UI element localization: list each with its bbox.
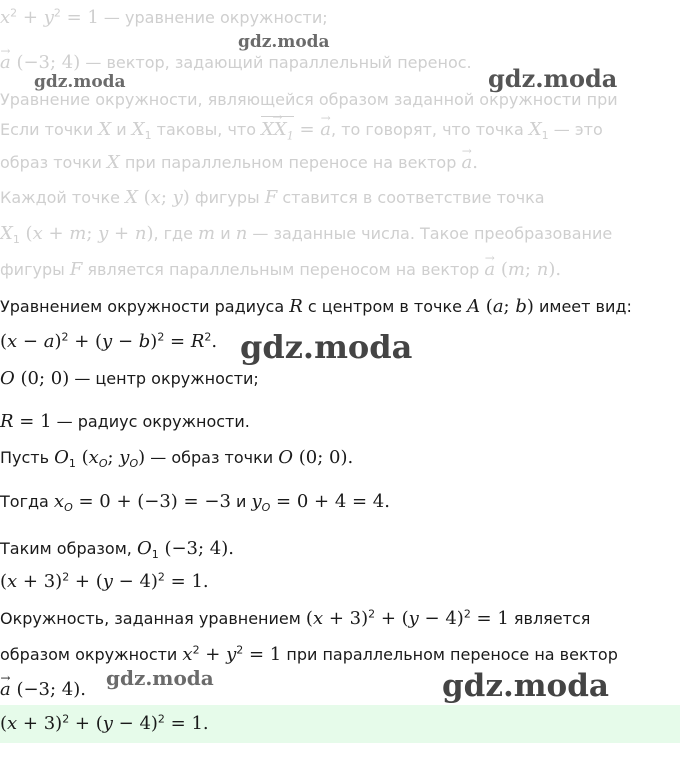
solution-line-6: Тогда $x_O = 0 + (-3) = -3$ и $y_O = 0 + 4 = 4$.: [0, 491, 390, 515]
answer-equation: $(x + 3)^2 + (y - 4)^2 = 1$.: [0, 712, 209, 734]
solution-line-3: O (0; 0) — центр окружности;: [0, 368, 259, 389]
answer-box: [0, 705, 680, 743]
faded-line-1: $x^2 + y^2 = 1$ — уравнение окружности;: [0, 6, 328, 28]
solution-line-10: образом окружности $x^2 + y^2 = 1$ при параллельном переносе на вектор: [0, 643, 618, 665]
faded-line-2: → a (−3; 4) — вектор, задающий параллельный перенос.: [0, 51, 472, 75]
solution-line-1: Уравнением окружности радиуса R с центром в точке A (a; b) имеет вид:: [0, 296, 632, 317]
watermark: gdz.moda: [442, 668, 609, 704]
faded-line-6: Каждой точке X (x; y) фигуры F ставится в соответствие точка: [0, 187, 545, 208]
faded-line-3: Уравнение окружности, являющейся образом заданной окружности при: [0, 90, 618, 109]
solution-line-9: Окружность, заданная уравнением $(x + 3)^2 + (y - 4)^2 = 1$ является: [0, 607, 591, 629]
solution-line-2: $(x - a)^2 + (y - b)^2 = R^2$.: [0, 330, 218, 352]
solution-line-8: $(x + 3)^2 + (y - 4)^2 = 1$.: [0, 570, 209, 592]
watermark: gdz.moda: [34, 72, 126, 92]
watermark: gdz.moda: [106, 666, 214, 690]
solution-line-5: Пусть $O_1$ ($x_O$; $y_O$) — образ точки O (0; 0).: [0, 447, 354, 471]
watermark: gdz.moda: [488, 64, 618, 93]
faded-line-4: Если точки X и $X_1$ таковы, что → $XX_1$ = → a, то говорят, что точка $X_1$ — это: [0, 116, 603, 140]
solution-line-7: Таким образом, $O_1$ (−3; 4).: [0, 538, 234, 562]
faded-line-7: $X_1$ (x + m; y + n), где m и n — заданные числа. Такое преобразование: [0, 223, 613, 247]
watermark: gdz.moda: [238, 32, 330, 52]
solution-line-11: → a (−3; 4).: [0, 678, 86, 702]
faded-line-5: образ точки X при параллельном переносе на вектор → a.: [0, 151, 478, 175]
watermark: gdz.moda: [240, 328, 413, 366]
solution-line-4: R = 1 — радиус окружности.: [0, 411, 250, 432]
faded-line-8: фигуры F является параллельным переносом на вектор → a (m; n).: [0, 258, 561, 282]
